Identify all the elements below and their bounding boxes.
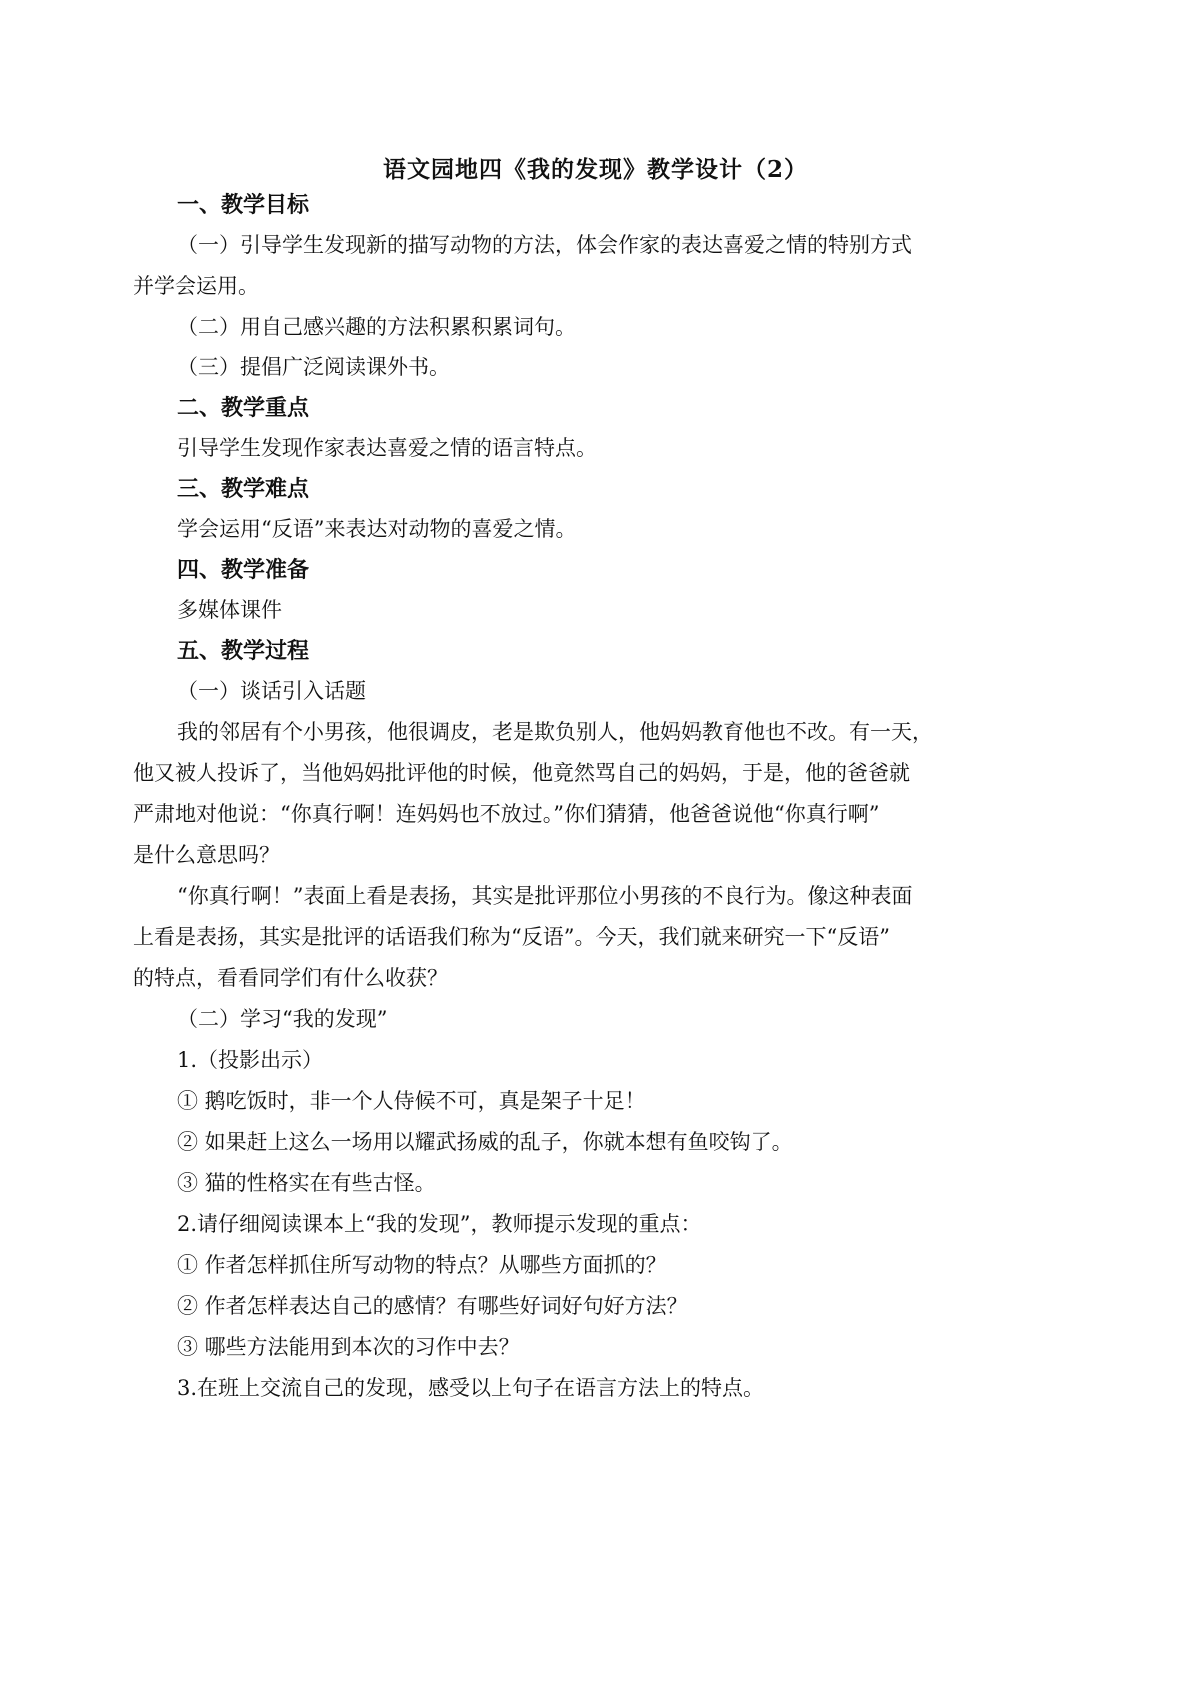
key-points-text: 引导学生发现作家表达喜爱之情的语言特点。 xyxy=(177,436,597,460)
heading-preparation: 四、教学准备 xyxy=(177,557,310,583)
goal-3: （三）提倡广泛阅读课外书。 xyxy=(177,355,450,379)
process-sub-2: （二）学习“我的发现” xyxy=(177,1007,388,1031)
item-1-sentence-3: ③ 猫的性格实在有些古怪。 xyxy=(177,1171,436,1195)
item-2-point-2: ② 作者怎样表达自己的感情？有哪些好词好句好方法？ xyxy=(177,1294,688,1318)
para-1-line-1: 我的邻居有个小男孩，他很调皮，老是欺负别人，他妈妈教育他也不改。有一天， xyxy=(177,720,933,744)
goal-1-line-1: （一）引导学生发现新的描写动物的方法，体会作家的表达喜爱之情的特别方式 xyxy=(177,233,912,257)
para-2-line-1: “你真行啊！”表面上看是表扬，其实是批评那位小男孩的不良行为。像这种表面 xyxy=(177,884,913,908)
goal-1-line-2: 并学会运用。 xyxy=(133,274,259,298)
item-2-point-1: ① 作者怎样抓住所写动物的特点？从哪些方面抓的？ xyxy=(177,1253,667,1277)
para-2-line-2: 上看是表扬，其实是批评的话语我们称为“反语”。今天，我们就来研究一下“反语” xyxy=(133,925,890,949)
para-1-line-2: 他又被人投诉了，当他妈妈批评他的时候，他竟然骂自己的妈妈，于是，他的爸爸就 xyxy=(133,761,910,785)
para-1-line-3: 严肃地对他说：“你真行啊！连妈妈也不放过。”你们猜猜，他爸爸说他“你真行啊” xyxy=(133,802,880,826)
process-sub-1: （一）谈话引入话题 xyxy=(177,679,366,703)
goal-2: （二）用自己感兴趣的方法积累积累词句。 xyxy=(177,315,576,339)
item-2: 2.请仔细阅读课本上“我的发现”，教师提示发现的重点： xyxy=(177,1212,702,1236)
page-title: 语文园地四《我的发现》教学设计（2） xyxy=(382,156,808,183)
heading-key-points: 二、教学重点 xyxy=(177,395,310,421)
preparation-text: 多媒体课件 xyxy=(177,598,282,622)
item-3: 3.在班上交流自己的发现，感受以上句子在语言方法上的特点。 xyxy=(177,1376,765,1400)
item-2-point-3: ③ 哪些方法能用到本次的习作中去？ xyxy=(177,1335,520,1359)
item-1-sentence-1: ① 鹅吃饭时，非一个人侍候不可，真是架子十足！ xyxy=(177,1089,646,1113)
item-1-sentence-2: ② 如果赶上这么一场用以耀武扬威的乱子，你就本想有鱼咬钩了。 xyxy=(177,1130,793,1154)
heading-teaching-goals: 一、教学目标 xyxy=(177,192,310,218)
para-1-line-4: 是什么意思吗？ xyxy=(133,843,280,867)
heading-difficulties: 三、教学难点 xyxy=(177,476,310,502)
item-1: 1.（投影出示） xyxy=(177,1048,324,1072)
difficulties-text: 学会运用“反语”来表达对动物的喜爱之情。 xyxy=(177,517,577,541)
para-2-line-3: 的特点，看看同学们有什么收获？ xyxy=(133,966,448,990)
heading-process: 五、教学过程 xyxy=(177,638,310,664)
